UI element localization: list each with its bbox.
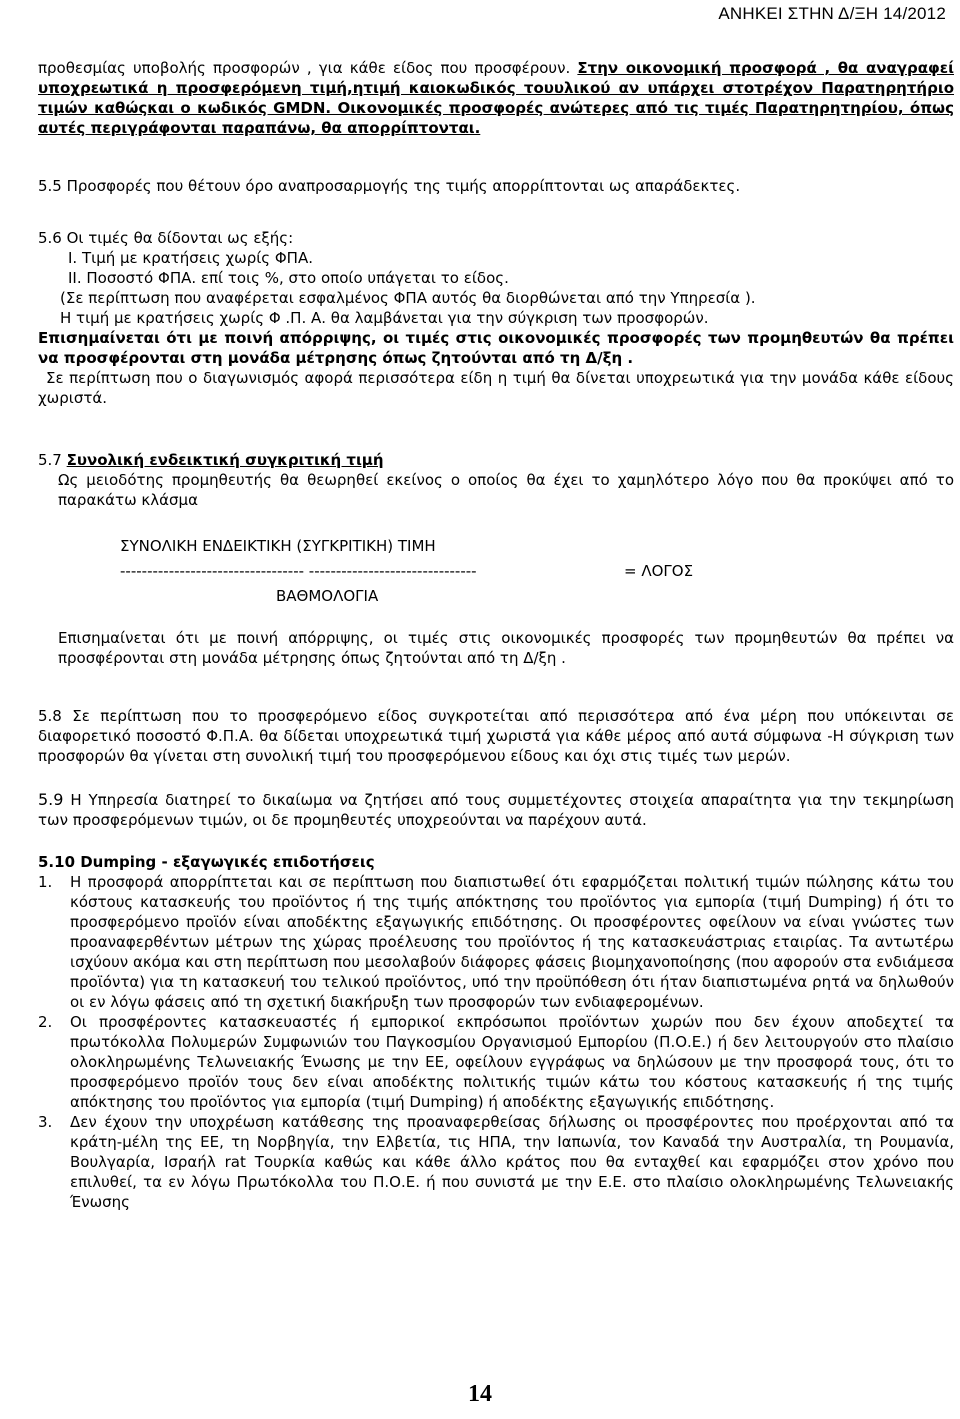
document-header: ΑΝΗΚΕΙ ΣΤΗΝ Δ/ΞΗ 14/2012 xyxy=(718,4,946,23)
list-item-text: Οι προσφέροντες κατασκευαστές ή εμπορικοί εκπρόσωποι προϊόντων χωρών που δεν έχουν αποδεχτεί τα πρωτόκολλα Πολυμερών Συμφωνιών του Παγκοσμίου Οργανισμού Εμπορίου (Π.Ο.Ε.) ή δεν λειτουργούν στο πλαίσιο ολοκληρωμένης Τελωνειακής Ένωσης με την ΕΕ, οφείλουν εγγράφως να δηλώσουν με την προσφορά τους, ότι το προσφερόμενο προϊόν τους δεν είναι αποδέκτης πολιτικής τιμών κάτω του κόστους κατασκευής ή της τιμής απόκτησης του προϊόντος για εμπορία (τιμή Dumping) ή αποδέκτης εξαγωγικής επιδότησης. xyxy=(70,1013,954,1111)
section-5-10-list xyxy=(38,872,954,1212)
section-5-9-number: 5.9 xyxy=(38,790,64,809)
intro-plain-text: προθεσμίας υποβολής προσφορών , για κάθε είδος που προσφέρουν. xyxy=(38,59,578,77)
section-5-5: 5.5 Προσφορές που θέτουν όρο αναπροσαρμογής της τιμής απορρίπτονται ως απαράδεκτες. xyxy=(38,177,741,195)
list-item-number: 1. xyxy=(38,873,53,891)
section-5-6-title: 5.6 Οι τιμές θα δίδονται ως εξής: xyxy=(38,229,294,247)
list-item-text: Η προσφορά απορρίπτεται και σε περίπτωση που διαπιστωθεί ότι εφαρμόζεται πολιτική τιμών πώλησης κάτω του κόστους κατασκευής του προϊόντος ή της τιμής απόκτησης του προϊόντος για εμπορία (τιμή Dumping) ή ότι το προσφερόμενο προϊόν είναι αποδέκτης εξαγωγικής επιδότησης. Οι προσφέροντες οφείλουν να είναι γνώστες των προαναφερθέντων μέτρων της χώρας προέλευσης του προϊόντος ή της κατασκευάστριας εταιρίας. Τα αντωτέρω ισχύουν ακόμα και στη περίπτωση που μεσολαβούν διάφορες φάσεις βιομηχανοποίησης (που αφορούν στα ενδιάμεσα προϊόντα) για τη κατασκευή του τελικού προϊόντος, υπό την προϋπόθεση ότι ήταν διαπιστωμένα ρητά να δηλωθούν οι εν λόγω φάσεις από τη σχετική διακήρυξη των προσφορών των ενδιαφερομένων. xyxy=(70,873,954,1011)
formula-fraction-line: ---------------------------------- ------------------------------- xyxy=(120,562,477,580)
list-item-number: 2. xyxy=(38,1013,53,1031)
intro-paragraph xyxy=(38,58,954,138)
section-5-6-note-2: Η τιμή με κρατήσεις χωρίς Φ .Π. Α. θα λαμβάνεται για την σύγκριση των προσφορών. xyxy=(60,309,709,327)
section-5-7-heading xyxy=(38,450,954,470)
list-item xyxy=(38,1112,954,1212)
document-body xyxy=(38,58,954,1212)
section-5-7-number: 5.7 xyxy=(38,451,62,469)
section-5-6-item-2: II. Ποσοστό ΦΠΑ. επί τοις %, στο οποίο υπάγεται το είδος. xyxy=(68,269,509,287)
intro-bold-text: Στην οικονομική προσφορά , θα αναγραφεί υποχρεωτικά η προσφερόμενη τιμή,ητιμή καιοκωδικός τουυλικού αν υπάρχει στοτρέχον Παρατηρητήριο τιμών καθώςκαι ο κωδικός GMDN. Οικονομικές προσφορές ανώτερες από τις τιμές Παρατηρητηρίου, όπως αυτές περιγράφονται παραπάνω, θα απορρίπτονται. xyxy=(38,59,954,137)
list-item xyxy=(38,872,954,1012)
section-5-6-item-1: I. Τιμή με κρατήσεις χωρίς ΦΠΑ. xyxy=(68,249,313,267)
section-5-7-text: Ως μειοδότης προμηθευτής θα θεωρηθεί εκείνος ο οποίος θα έχει το χαμηλότερο λόγο που θα προκύψει από το παρακάτω κλάσμα xyxy=(58,471,954,509)
section-5-8-text: Σε περίπτωση που το προσφερόμενο είδος συγκροτείται από περισσότερα από ένα μέρη που υπόκεινται σε διαφορετικό ποσοστό Φ.Π.Α. θα δίδεται υποχρεωτικά τιμή χωριστά για κάθε μέρος από αυτά σύμφωνα -Η σύγκριση των προσφορών θα γίνεται στη συνολική τιμή του προσφερόμενου είδους και όχι στις τιμές των μερών. xyxy=(38,707,954,765)
section-5-10-title: 5.10 Dumping - εξαγωγικές επιδοτήσεις xyxy=(38,853,375,871)
section-5-7-notice: Επισημαίνεται ότι με ποινή απόρριψης, οι τιμές στις οικονομικές προσφορές των προμηθευτών θα πρέπει να προσφέρονται στη μονάδα μέτρησης όπως ζητούνται από τη Δ/ξη . xyxy=(58,629,954,667)
section-5-6-paragraph: Σε περίπτωση που ο διαγωνισμός αφορά περισσότερα είδη η τιμή θα δίνεται υποχρεωτικά για την μονάδα κάθε είδους χωριστά. xyxy=(38,369,954,407)
section-5-9 xyxy=(38,790,954,830)
section-5-8-number: 5.8 xyxy=(38,707,62,725)
formula-numerator: ΣΥΝΟΛΙΚΗ ΕΝΔΕΙΚΤΙΚΗ (ΣΥΓΚΡΙΤΙΚΗ) ΤΙΜΗ xyxy=(120,537,436,555)
list-item xyxy=(38,1012,954,1112)
list-item-number: 3. xyxy=(38,1113,53,1131)
formula-denominator: ΒΑΘΜΟΛΟΓΙΑ xyxy=(276,587,379,605)
section-5-8 xyxy=(38,706,954,766)
formula-equals-ratio: = ΛΟΓΟΣ xyxy=(624,562,694,580)
section-5-9-text: Η Υπηρεσία διατηρεί το δικαίωμα να ζητήσει από τους συμμετέχοντες στοιχεία απαραίτητα για την τεκμηρίωση των προσφερόμενων τιμών, οι δε προμηθευτές υποχρεούνται να παρέχουν αυτά. xyxy=(38,791,954,829)
section-5-6-note-1: (Σε περίπτωση που αναφέρεται εσφαλμένος ΦΠΑ αυτός θα διορθώνεται από την Υπηρεσία ). xyxy=(60,289,756,307)
section-5-7-title: Συνολική ενδεικτική συγκριτική τιμή xyxy=(66,451,384,469)
list-item-text: Δεν έχουν την υποχρέωση κατάθεσης της προαναφερθείσας δήλωσης οι προσφέροντες που προέρχονται από τα κράτη-μέλη της ΕΕ, τη Νορβηγία, την Ελβετία, τις ΗΠΑ, την Ιαπωνία, τον Καναδά την Αυστραλία, τη Ρουμανία, Βουλγαρία, Ισραήλ rat Τουρκία καθώς και κάθε άλλο κράτος που θα ενταχθεί και εφαρμόζει στον χρόνο που επιλυθεί, τα εν λόγω Πρωτόκολλα του Π.Ο.Ε. ή που συνιστά με την Ε.Ε. στο πλαίσιο ολοκληρωμένης Τελωνειακής Ένωσης xyxy=(70,1113,954,1211)
section-5-6-bold-notice: Επισημαίνεται ότι με ποινή απόρριψης, οι τιμές στις οικονομικές προσφορές των προμηθευτών θα πρέπει να προσφέρονται στη μονάδα μέτρησης όπως ζητούνται από τη Δ/ξη . xyxy=(38,329,954,367)
page-number: 14 xyxy=(468,1381,492,1407)
ratio-formula xyxy=(38,524,954,614)
